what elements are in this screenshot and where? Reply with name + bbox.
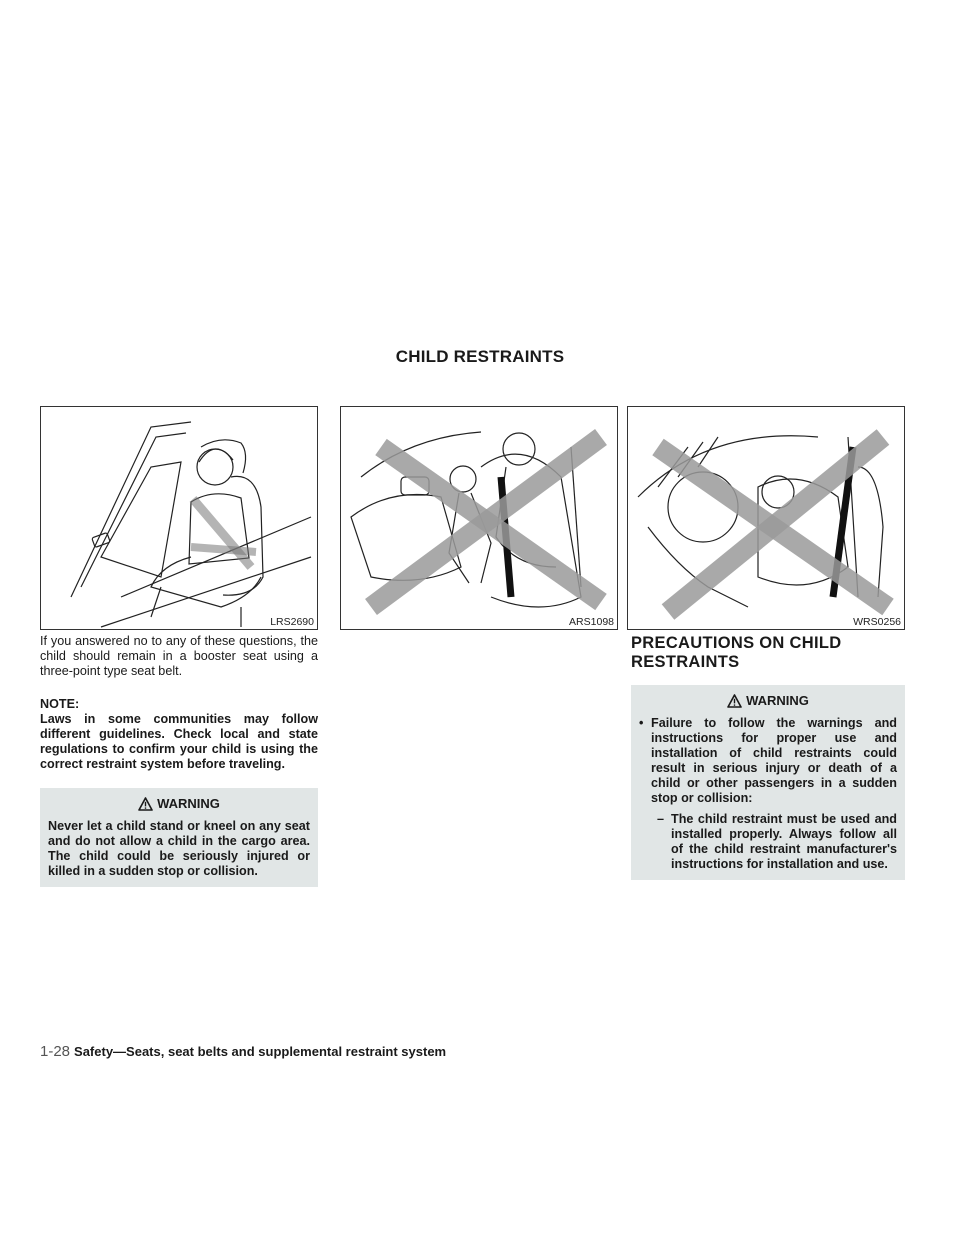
sub-mark: – <box>657 812 665 826</box>
note-text: Laws in some communities may follow different guidelines. Check local and state regulations to confirm your child is using the correct restraint system before traveling. <box>40 712 318 771</box>
chapter-title: Safety—Seats, seat belts and supplemental restraint system <box>74 1044 447 1059</box>
warning-header <box>639 693 897 708</box>
figure-airbag-prohibited <box>627 406 905 630</box>
intro-paragraph: If you answered no to any of these questions, the child should remain in a booster seat using a three-point type seat belt. <box>40 634 318 678</box>
warning-box <box>631 685 905 880</box>
warning-icon <box>727 694 742 708</box>
booster-seat-illustration <box>41 407 318 630</box>
page-footer <box>40 1043 446 1060</box>
figure-code: LRS2690 <box>270 616 314 628</box>
prohibited-airbag-illustration <box>628 407 905 630</box>
warning-header <box>48 796 310 811</box>
warning-bullet <box>639 716 897 806</box>
right-column <box>631 634 905 880</box>
prohibited-standing-illustration <box>341 407 618 630</box>
warning-title: WARNING <box>746 693 809 708</box>
warning-box <box>40 788 318 887</box>
figure-booster-seat <box>40 406 318 630</box>
precautions-heading <box>631 634 905 672</box>
bullet-mark: • <box>639 716 644 730</box>
warning-title: WARNING <box>157 796 220 811</box>
figure-child-standing-prohibited <box>340 406 618 630</box>
page-number: 1-28 <box>40 1043 71 1060</box>
figure-code: ARS1098 <box>569 616 614 628</box>
warning-icon <box>138 797 153 811</box>
figure-code: WRS0256 <box>853 616 901 628</box>
sub-text: The child restraint must be used and installed properly. Always follow all of the child restraint manufacturer's instructions for installation and use. <box>671 812 897 871</box>
section-title: CHILD RESTRAINTS <box>395 347 565 366</box>
note-heading: NOTE: <box>40 697 80 711</box>
bullet-text: Failure to follow the warnings and instructions for proper use and installation of child restraints could result in serious injury or death of a child or other passengers in a sudden stop or collision: <box>651 716 897 805</box>
warning-sub-item <box>657 812 897 872</box>
warning-text: Never let a child stand or kneel on any seat and do not allow a child in the cargo area. The child could be seriously injured or killed in a sudden stop or collision. <box>48 819 310 878</box>
precautions-heading-text: PRECAUTIONS ON CHILD RESTRAINTS <box>631 634 842 671</box>
left-column <box>40 634 318 887</box>
